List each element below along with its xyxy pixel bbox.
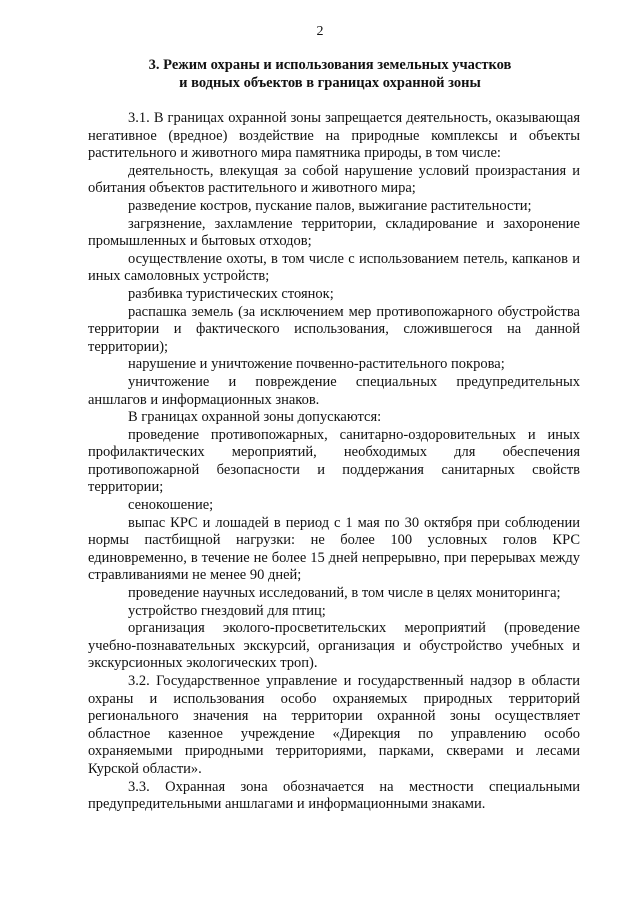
paragraph-3-1-intro: 3.1. В границах охранной зоны запрещается деятельность, оказывающая негативное (вредное) воздействие на природные комплексы и объекты растительного и животного мира памятника природы, в том числе: xyxy=(88,110,580,162)
paragraph-allowed-intro: В границах охранной зоны допускаются: xyxy=(128,409,382,426)
section-title-line-2: и водных объектов в границах охранной зоны xyxy=(179,75,481,91)
list-item-prohibited: деятельность, влекущая за собой нарушение условий произрастания и обитания объектов растительного и животного мира; xyxy=(88,162,580,197)
paragraph-3-2: 3.2. Государственное управление и государственный надзор в области охраны и использования особо охраняемых природных территорий регионального значения на территории охранной зоны осуществляет областное казенное учреждение «Дирекция по управлению особо охраняемыми природными территориями, парками, скверами и лесами Курской области». xyxy=(88,673,580,777)
list-item-prohibited: осуществление охоты, в том числе с использованием петель, капканов и иных самоловных устройств; xyxy=(88,250,580,285)
list-item-allowed: организация эколого-просветительских мероприятий (проведение учебно-познавательных экскурсий, организация и обустройство учебных и экскурсионных экологических троп). xyxy=(88,620,580,672)
section-title-line-1: 3. Режим охраны и использования земельных участков xyxy=(148,57,512,73)
section-title xyxy=(80,56,580,92)
list-item-prohibited: распашка земель (за исключением мер противопожарного обустройства территории и фактического использования, сложившегося на данной территории); xyxy=(88,303,580,355)
document-body xyxy=(88,110,580,814)
list-item-prohibited: загрязнение, захламление территории, складирование и захоронение промышленных и бытовых отходов; xyxy=(88,215,580,250)
list-item-allowed: выпас КРС и лошадей в период с 1 мая по 30 октября при соблюдении нормы пастбищной нагрузки: не более 100 условных голов КРС единовременно, в течение не более 15 дней непрерывно, при перерывах между стравливаниями не менее 90 дней; xyxy=(88,514,580,584)
paragraph-3-3: 3.3. Охранная зона обозначается на местности специальными предупредительными аншлагами и информационными знаками. xyxy=(88,778,580,813)
page-number: 2 xyxy=(316,24,324,39)
list-item-prohibited: уничтожение и повреждение специальных предупредительных аншлагов и информационных знаков. xyxy=(88,373,580,408)
list-item-prohibited: разбивка туристических стоянок; xyxy=(128,285,334,302)
list-item-allowed: проведение противопожарных, санитарно-оздоровительных и иных профилактических мероприятий, необходимых для обеспечения противопожарной безопасности и поддержания санитарных свойств территории; xyxy=(88,426,580,496)
list-item-allowed: сенокошение; xyxy=(128,497,214,514)
list-item-prohibited: нарушение и уничтожение почвенно-растительного покрова; xyxy=(128,356,505,373)
list-item-allowed: проведение научных исследований, в том числе в целях мониторинга; xyxy=(128,585,561,602)
list-item-prohibited: разведение костров, пускание палов, выжигание растительности; xyxy=(128,197,532,214)
list-item-allowed: устройство гнездовий для птиц; xyxy=(128,602,326,619)
